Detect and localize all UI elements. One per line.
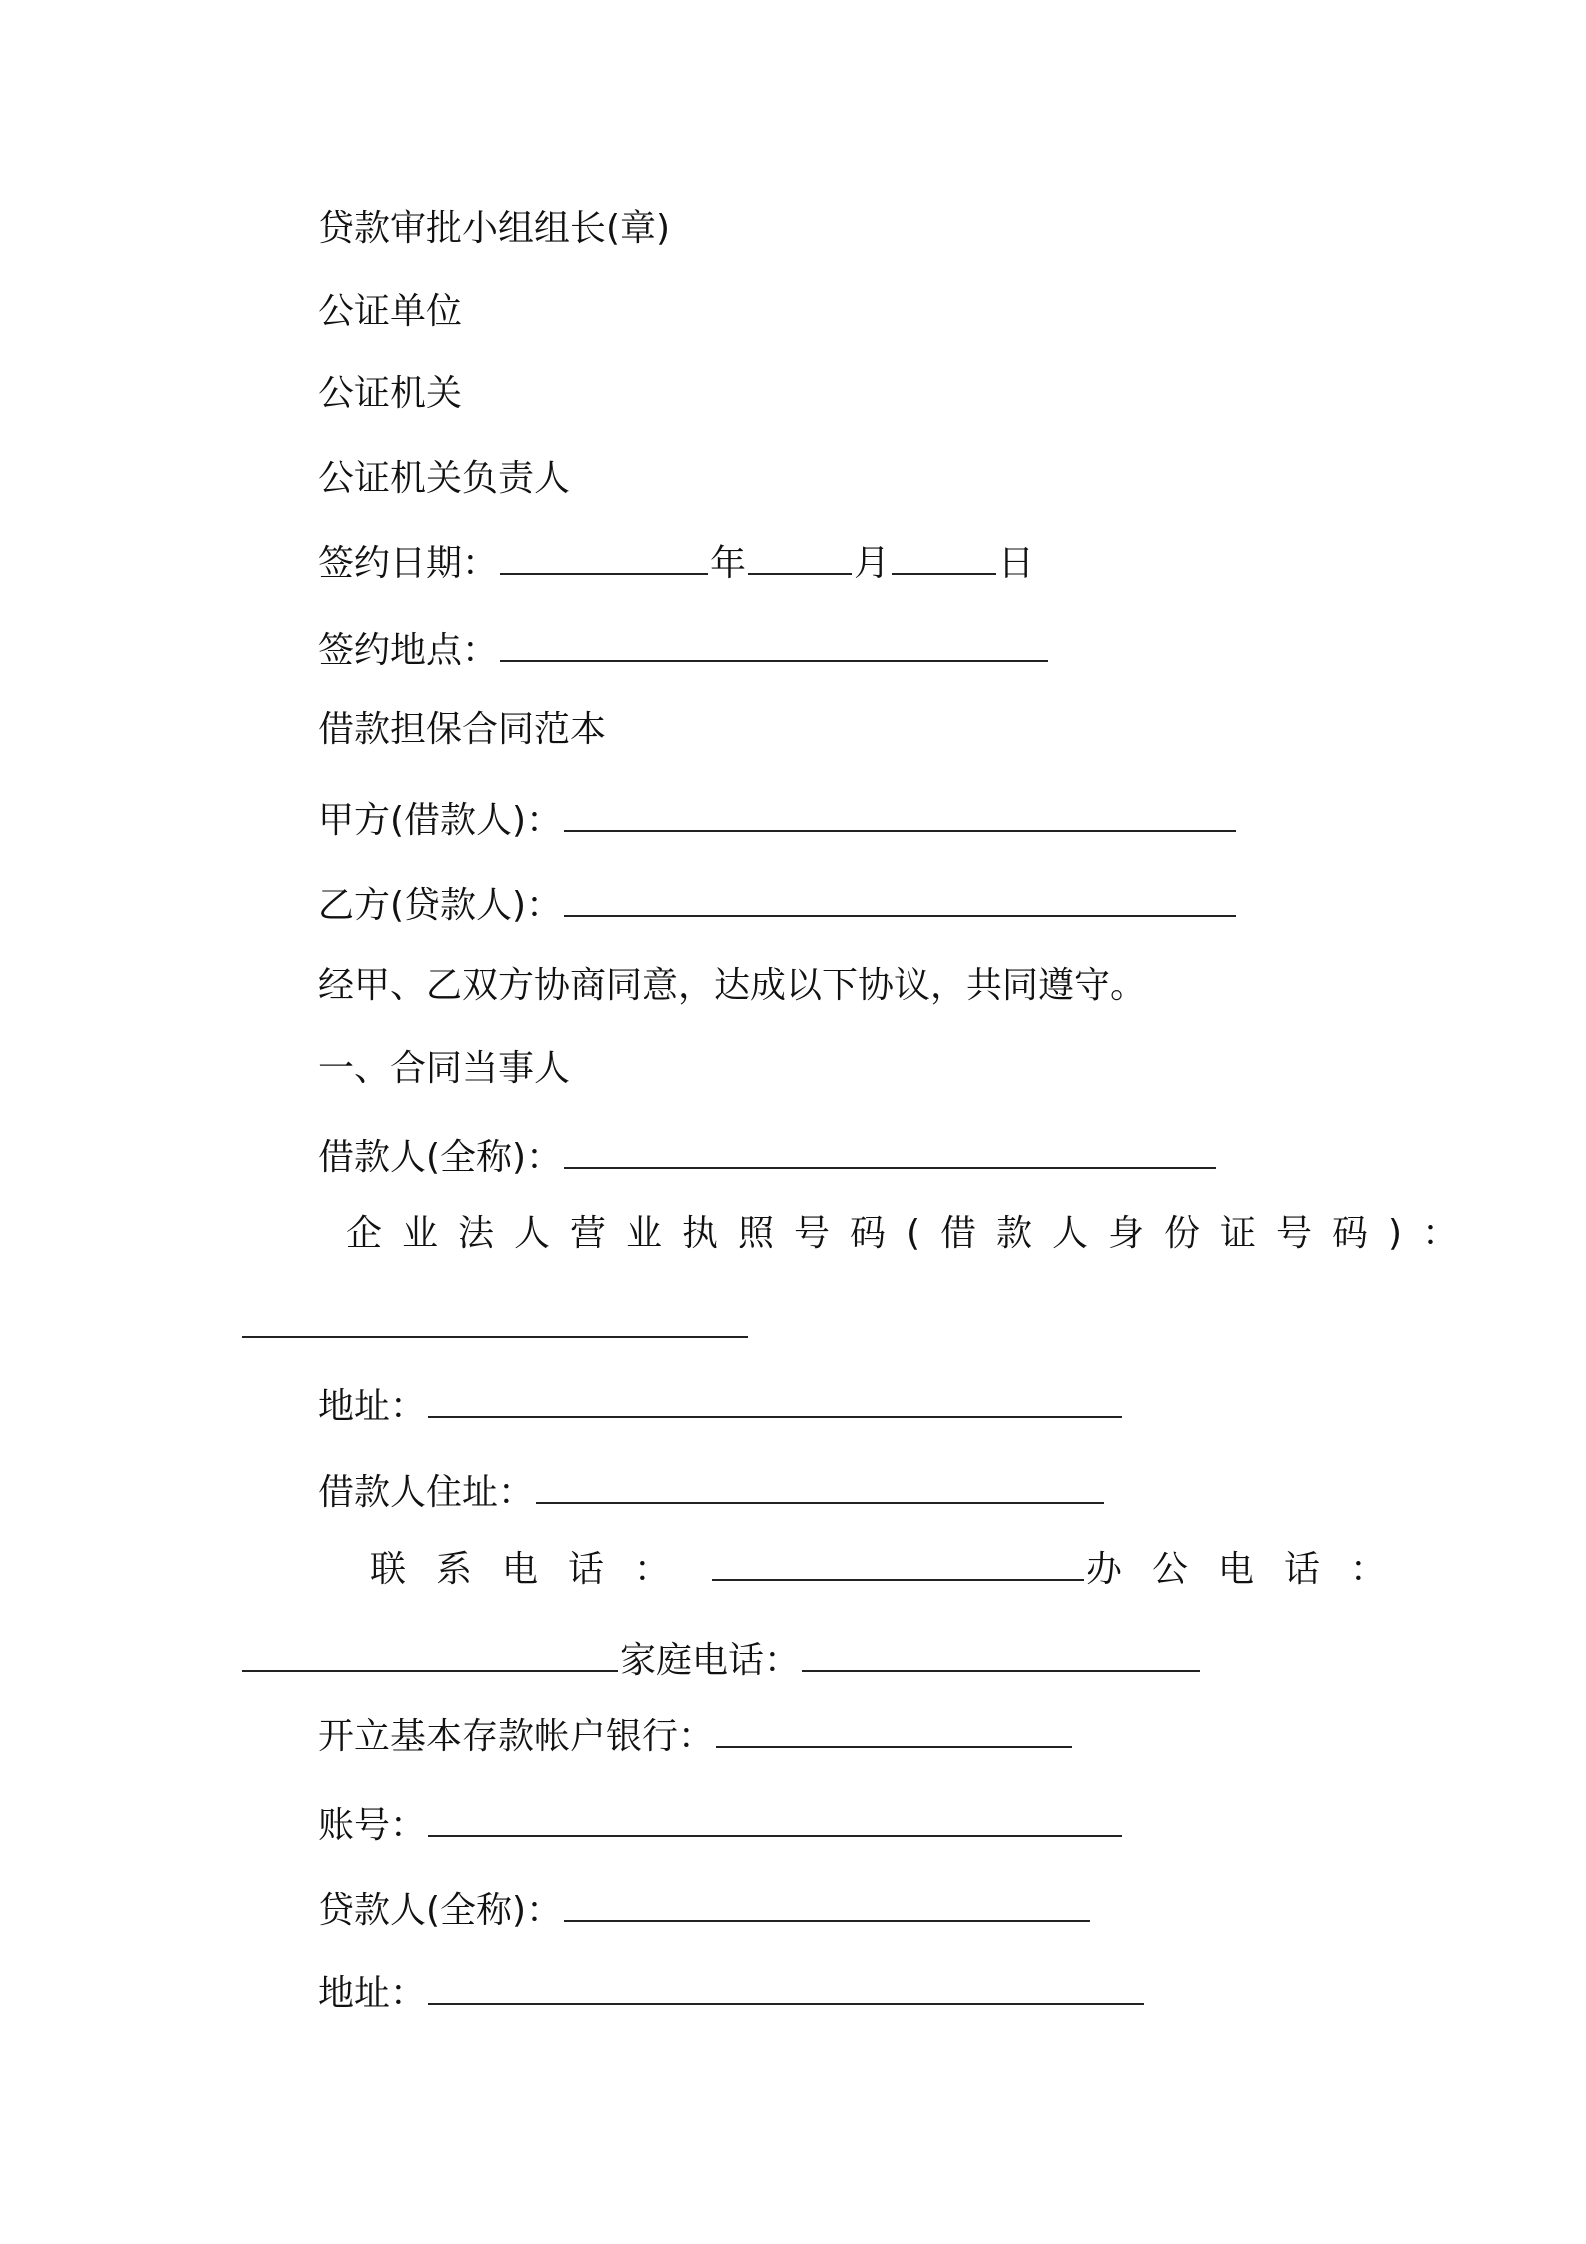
signing-month-blank[interactable] xyxy=(748,543,852,575)
party-b-line xyxy=(318,882,1238,930)
account-blank[interactable] xyxy=(428,1805,1122,1837)
signing-place-blank[interactable] xyxy=(500,630,1048,662)
notary-head-line xyxy=(318,455,570,503)
party-a-blank[interactable] xyxy=(564,800,1236,832)
bank-label: 开立基本存款帐户银行： xyxy=(318,1716,715,1757)
borrower-fullname-line xyxy=(318,1134,1218,1182)
day-label: 日 xyxy=(998,543,1035,584)
section-one-heading: 一、合同当事人 xyxy=(318,1048,571,1089)
contact-phone-blank[interactable] xyxy=(712,1549,1084,1581)
account-label: 账号： xyxy=(318,1805,427,1846)
address-blank[interactable] xyxy=(428,1386,1122,1418)
notary-unit-text: 公证单位 xyxy=(318,291,463,332)
party-b-label: 乙方(贷款人)： xyxy=(318,885,563,926)
party-a-line xyxy=(318,797,1238,845)
address-label: 地址： xyxy=(318,1386,427,1427)
home-phone-blank[interactable] xyxy=(802,1640,1200,1672)
phone-line xyxy=(370,1546,1416,1594)
bank-line xyxy=(318,1713,1074,1761)
borrower-fullname-label: 借款人(全称)： xyxy=(318,1137,563,1178)
office-phone-label: 办公电话： xyxy=(1086,1549,1417,1590)
notary-office-line xyxy=(318,370,462,418)
borrower-residence-label: 借款人住址： xyxy=(318,1472,535,1513)
bank-blank[interactable] xyxy=(716,1716,1072,1748)
lender-fullname-line xyxy=(318,1887,1092,1935)
lender-address-label: 地址： xyxy=(318,1973,427,2014)
approval-leader-line xyxy=(318,205,670,253)
signing-date-label: 签约日期： xyxy=(318,543,499,584)
lender-fullname-label: 贷款人(全称)： xyxy=(318,1890,563,1931)
signing-place-label: 签约地点： xyxy=(318,630,499,671)
business-license-label: 企业法人营业执照号码(借款人身份证号码)： xyxy=(346,1213,1479,1254)
contract-title-line xyxy=(318,706,606,754)
account-line xyxy=(318,1802,1124,1850)
lender-fullname-blank[interactable] xyxy=(564,1890,1090,1922)
address-line xyxy=(318,1383,1124,1431)
borrower-residence-blank[interactable] xyxy=(536,1472,1104,1504)
notary-unit-line xyxy=(318,288,462,336)
party-b-blank[interactable] xyxy=(564,885,1236,917)
borrower-residence-line xyxy=(318,1469,1106,1517)
signing-place-line xyxy=(318,627,1050,675)
lender-address-blank[interactable] xyxy=(428,1973,1144,2005)
contact-phone-label: 联系电话： xyxy=(370,1549,701,1590)
business-license-line xyxy=(346,1210,1478,1258)
office-phone-blank[interactable] xyxy=(242,1640,618,1672)
home-phone-line xyxy=(242,1637,1202,1685)
signing-year-blank[interactable] xyxy=(500,543,708,575)
section-one-heading-line xyxy=(318,1045,570,1093)
contract-title: 借款担保合同范本 xyxy=(318,709,607,750)
notary-office-text: 公证机关 xyxy=(318,373,463,414)
home-phone-label: 家庭电话： xyxy=(620,1640,801,1681)
party-a-label: 甲方(借款人)： xyxy=(318,800,563,841)
agreement-intro-text: 经甲、乙双方协商同意，达成以下协议，共同遵守。 xyxy=(318,965,1147,1006)
year-label: 年 xyxy=(710,543,747,584)
month-label: 月 xyxy=(854,543,891,584)
agreement-intro-line xyxy=(318,962,1146,1010)
signing-day-blank[interactable] xyxy=(892,543,996,575)
business-license-blank[interactable] xyxy=(242,1334,748,1338)
signing-date-line xyxy=(318,540,1034,588)
borrower-fullname-blank[interactable] xyxy=(564,1137,1216,1169)
lender-address-line xyxy=(318,1970,1146,2018)
approval-leader-text: 贷款审批小组组长(章) xyxy=(318,208,671,249)
notary-head-text: 公证机关负责人 xyxy=(318,458,571,499)
